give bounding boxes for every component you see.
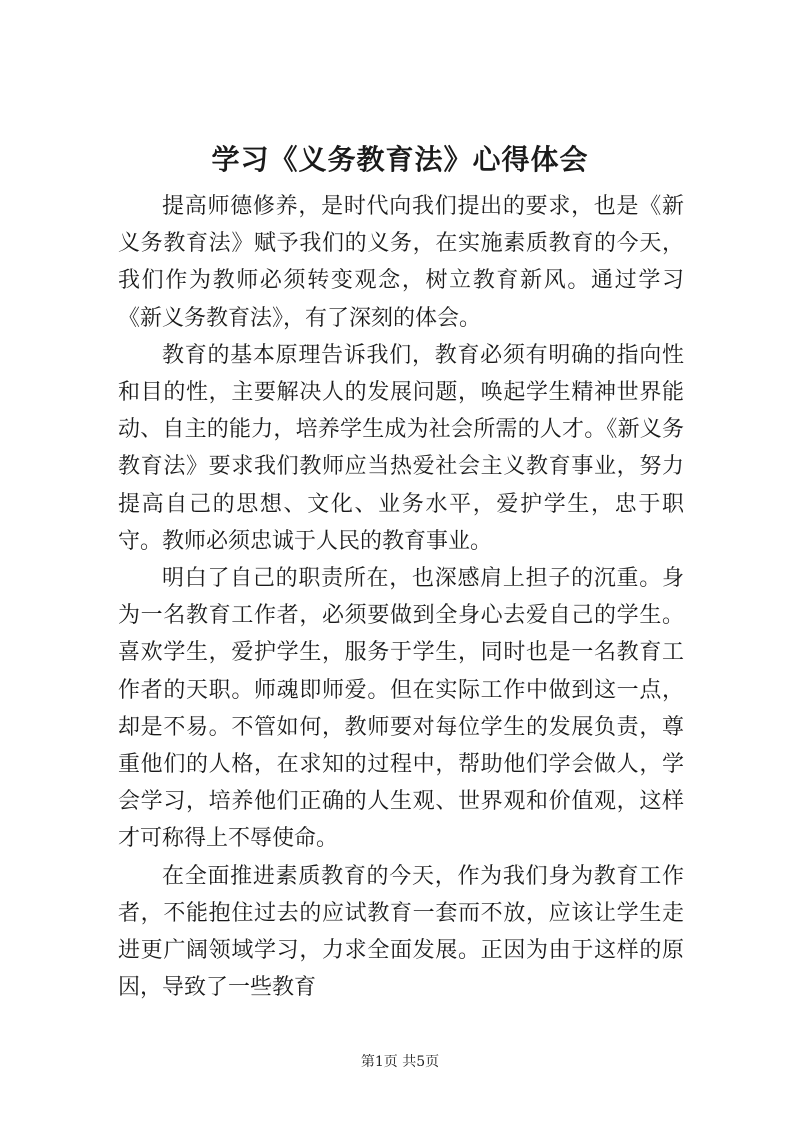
paragraph-1: 提高师德修养，是时代向我们提出的要求，也是《新义务教育法》赋予我们的义务，在实施素质教育的今天，我们作为教师必须转变观念，树立教育新风。通过学习《新义务教育法》，有了深刻的体会。 [118, 194, 684, 331]
page-footer: 第1页 共5页 [360, 1054, 440, 1070]
paragraph-3: 明白了自己的职责所在，也深感肩上担子的沉重。身为一名教育工作者，必须要做到全身心去爱自己的学生。喜欢学生，爱护学生，服务于学生，同时也是一名教育工作者的天职。师魂即师爱。但在实际工作中做到这一点，却是不易。不管如何，教师要对每位学生的发展负责，尊重他们的人格，在求知的过程中，帮助他们学会做人，学会学习，培养他们正确的人生观、世界观和价值观，这样才可称得上不辱使命。 [118, 566, 684, 852]
document-body [118, 188, 684, 1006]
paragraph-4: 在全面推进素质教育的今天，作为我们身为教育工作者，不能抱住过去的应试教育一套而不放，应该让学生走进更广阔领域学习，力求全面发展。正因为由于这样的原因，导致了一些教育 [118, 863, 684, 1001]
document-title: 学习《义务教育法》心得体会 [211, 143, 589, 176]
paragraph-2: 教育的基本原理告诉我们，教育必须有明确的指向性和目的性，主要解决人的发展问题，唤起学生精神世界能动、自主的能力，培养学生成为社会所需的人才。《新义务教育法》要求我们教师应当热爱社会主义教育事业，努力提高自己的思想、文化、业务水平，爱护学生，忠于职守。教师必须忠诚于人民的教育事业。 [118, 342, 684, 554]
